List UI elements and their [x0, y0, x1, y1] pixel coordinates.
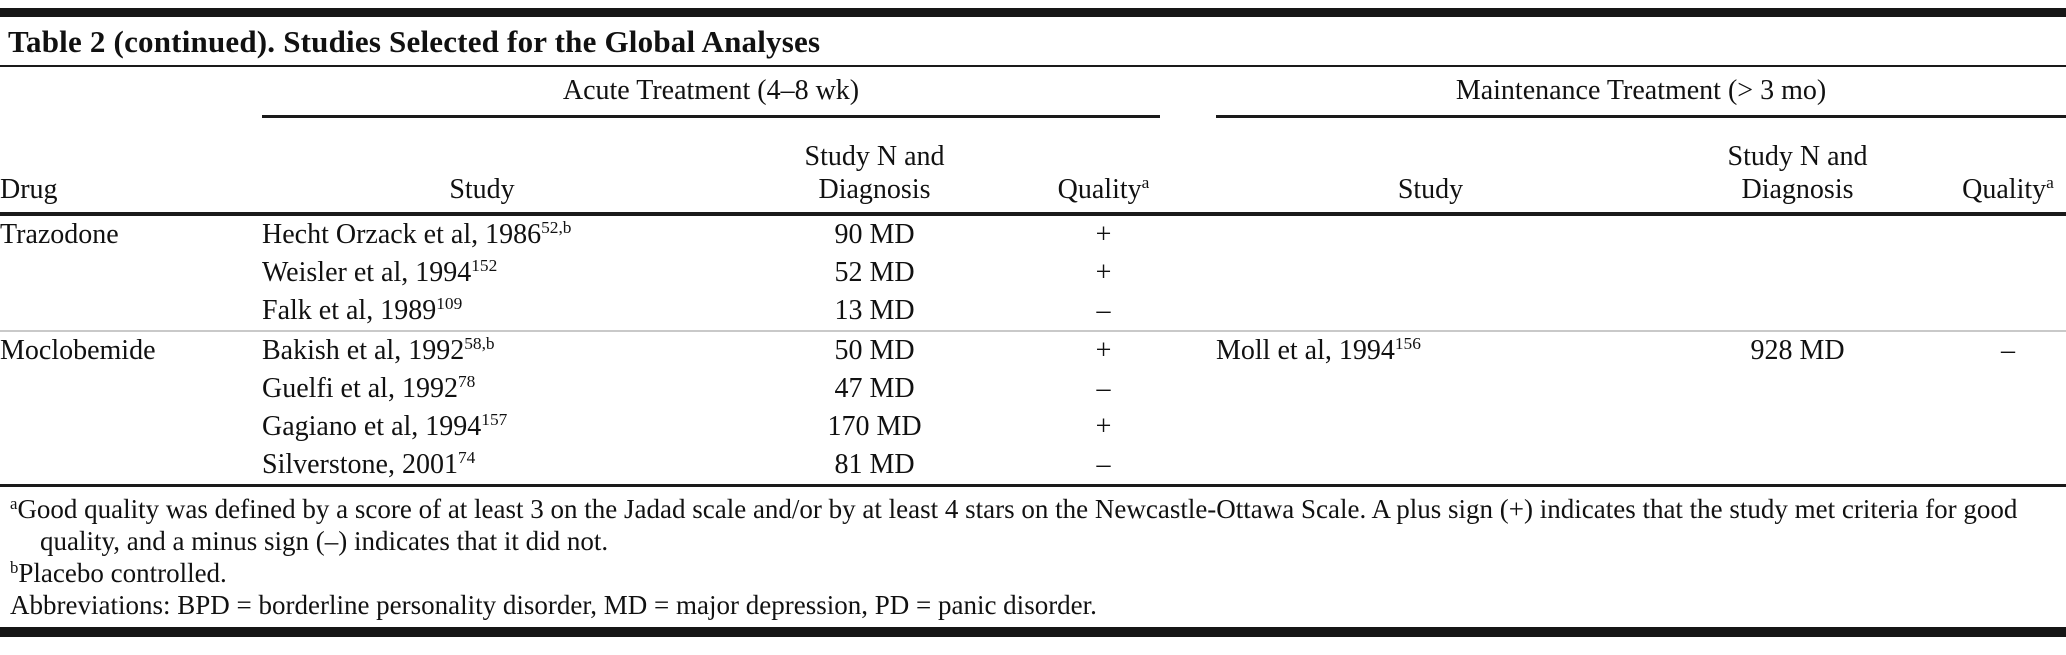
maintenance-study-cell	[1216, 292, 1645, 331]
maintenance-quality-cell	[1950, 408, 2066, 446]
citation-superscript: 58,b	[464, 334, 495, 354]
maintenance-n-cell: 928 MD	[1645, 331, 1950, 370]
gap-cell	[1160, 408, 1216, 446]
group-header-spacer	[0, 67, 262, 117]
footnote-a-marker: a	[10, 493, 18, 513]
column-header-gap	[1160, 117, 1216, 215]
maintenance-study-cell	[1216, 370, 1645, 408]
footnote-b-text: Placebo controlled.	[18, 558, 227, 588]
n-diagnosis-line2: Diagnosis	[818, 174, 931, 205]
maintenance-n-cell	[1645, 292, 1950, 331]
citation-superscript: 74	[458, 448, 476, 468]
acute-n-cell: 47 MD	[834, 373, 915, 404]
drug-cell: Trazodone	[0, 219, 119, 250]
acute-study-cell	[262, 254, 702, 292]
acute-n-cell: 90 MD	[834, 219, 915, 250]
maintenance-n-cell	[1645, 254, 1950, 292]
acute-quality-cell: –	[1096, 373, 1111, 404]
acute-n-cell: 50 MD	[702, 331, 1047, 370]
citation-superscript: 156	[1394, 334, 1421, 354]
quality-footnote-marker: a	[2046, 173, 2054, 193]
study-citation: Silverstone, 2001	[262, 449, 458, 480]
acute-study-cell	[262, 370, 702, 408]
maintenance-study-cell	[1216, 408, 1645, 446]
maintenance-quality-cell	[1950, 292, 2066, 331]
citation-superscript: 78	[457, 372, 476, 392]
maintenance-study-cell	[1216, 446, 1645, 486]
citation-superscript: 109	[436, 294, 463, 314]
study-citation: Guelfi et al, 1992	[262, 373, 458, 404]
study-citation: Moll et al, 1994	[1216, 335, 1395, 366]
acute-study-cell	[262, 446, 702, 486]
column-header-quality-maintenance	[1950, 117, 2066, 215]
n-diagnosis-line1: Study N and	[1727, 141, 1868, 172]
footnote-a	[10, 493, 2056, 557]
column-header-drug: Drug	[0, 117, 262, 215]
gap-cell	[1160, 370, 1216, 408]
gap-cell	[1160, 446, 1216, 486]
drug-cell	[0, 446, 262, 486]
acute-quality-cell: –	[1096, 449, 1111, 480]
acute-n-cell: 81 MD	[834, 449, 915, 480]
table-row	[0, 254, 2066, 292]
acute-quality-cell: +	[1095, 257, 1112, 288]
gap-cell	[1160, 331, 1216, 370]
study-citation: Falk et al, 1989	[262, 295, 437, 326]
column-header-study-acute: Study	[262, 117, 702, 215]
acute-n-cell: 13 MD	[834, 295, 915, 326]
table-row	[0, 370, 2066, 408]
table-row	[0, 446, 2066, 486]
citation-superscript: 152	[471, 256, 498, 276]
table-title: Table 2 (continued). Studies Selected for the Global Analyses	[8, 24, 821, 59]
studies-table	[0, 67, 2066, 487]
group-header-acute: Acute Treatment (4–8 wk)	[262, 67, 1160, 117]
drug-cell	[0, 254, 262, 292]
group-header-maintenance: Maintenance Treatment (> 3 mo)	[1216, 67, 2066, 117]
gap-cell	[1160, 214, 1216, 254]
maintenance-n-cell	[1645, 446, 1950, 486]
quality-label: Quality	[1962, 174, 2047, 205]
acute-quality-cell: +	[1095, 411, 1112, 442]
maintenance-quality-cell	[1950, 254, 2066, 292]
footnote-b	[10, 557, 2056, 589]
group-header-row	[0, 67, 2066, 117]
top-rule	[0, 8, 2066, 17]
drug-cell	[0, 370, 262, 408]
column-header-row	[0, 117, 2066, 215]
maintenance-n-cell	[1645, 370, 1950, 408]
acute-quality-cell: +	[1047, 331, 1160, 370]
drug-cell: Moclobemide	[0, 331, 262, 370]
acute-study-cell	[262, 408, 702, 446]
maintenance-study-cell	[1216, 214, 1645, 254]
maintenance-n-cell	[1645, 408, 1950, 446]
abbreviations-line: Abbreviations: BPD = borderline personality disorder, MD = major depression, PD = panic disorder.	[10, 590, 1097, 620]
maintenance-quality-cell	[1950, 446, 2066, 486]
bottom-rule	[0, 627, 2066, 637]
gap-cell	[1160, 292, 1216, 331]
footnote-b-marker: b	[10, 557, 19, 577]
footnotes-block	[0, 487, 2066, 621]
citation-superscript: 52,b	[541, 218, 572, 238]
column-header-n-diagnosis-acute	[702, 117, 1047, 215]
footnote-a-text: Good quality was defined by a score of at least 3 on the Jadad scale and/or by at least 4 stars on the Newcastle-Ottawa Scale. A plus sign (+) indicates that the study met criteria for good quality, and a minus sign (–) indicates that it did not.	[17, 494, 2018, 556]
acute-study-cell	[262, 331, 702, 370]
column-header-n-diagnosis-maintenance	[1645, 117, 1950, 215]
table-row	[0, 292, 2066, 331]
maintenance-quality-cell	[1950, 214, 2066, 254]
quality-footnote-marker: a	[1141, 173, 1150, 193]
maintenance-quality-cell: –	[1950, 331, 2066, 370]
drug-cell	[0, 408, 262, 446]
drug-cell	[0, 292, 262, 331]
study-citation: Hecht Orzack et al, 1986	[262, 219, 542, 250]
study-citation: Weisler et al, 1994	[262, 257, 472, 288]
column-header-study-maintenance: Study	[1216, 117, 1645, 215]
n-diagnosis-line2: Diagnosis	[1741, 174, 1854, 205]
citation-superscript: 157	[481, 410, 508, 430]
acute-study-cell	[262, 214, 702, 254]
acute-n-cell: 170 MD	[827, 411, 922, 442]
study-citation: Gagiano et al, 1994	[262, 411, 482, 442]
gap-cell	[1160, 254, 1216, 292]
maintenance-n-cell	[1645, 214, 1950, 254]
maintenance-study-cell	[1216, 254, 1645, 292]
n-diagnosis-line1: Study N and	[804, 141, 945, 172]
acute-study-cell	[262, 292, 702, 331]
group-header-gap	[1160, 67, 1216, 117]
column-header-quality-acute	[1047, 117, 1160, 215]
acute-n-cell: 52 MD	[834, 257, 915, 288]
acute-quality-cell: +	[1095, 219, 1112, 250]
table-row	[0, 214, 2066, 254]
acute-quality-cell: –	[1096, 295, 1111, 326]
quality-label: Quality	[1057, 174, 1142, 205]
table-row	[0, 331, 2066, 370]
table-row	[0, 408, 2066, 446]
study-citation: Bakish et al, 1992	[262, 335, 465, 366]
maintenance-study-cell	[1216, 331, 1645, 370]
maintenance-quality-cell	[1950, 370, 2066, 408]
